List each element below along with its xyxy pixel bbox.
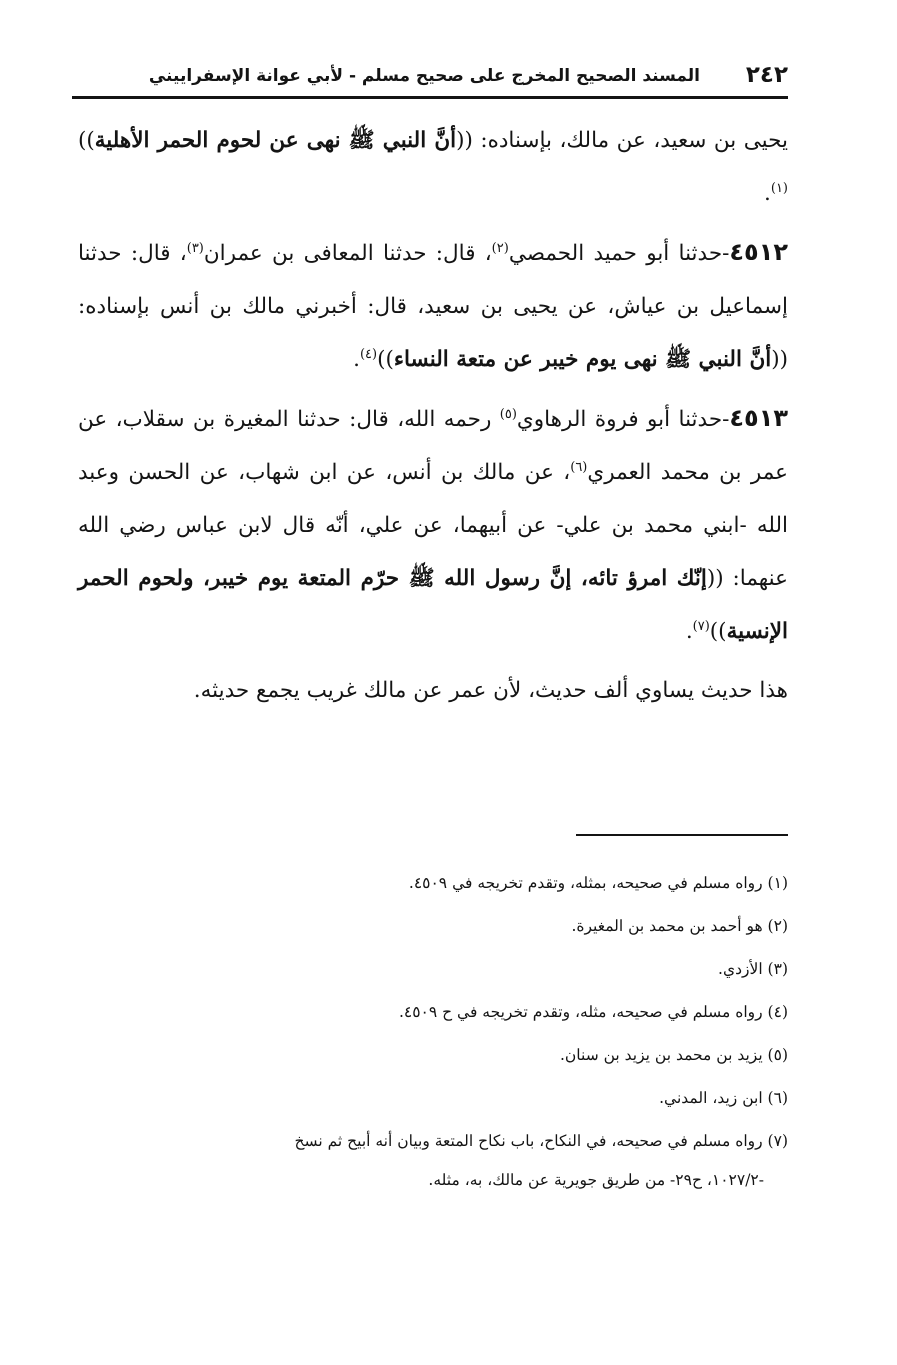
footnote-ref: (٢) — [491, 240, 509, 256]
footnote-1: (١) رواه مسلم في صحيحه، بمثله، وتقدم تخريجه في ٤٥٠٩. — [408, 874, 788, 892]
hadith-4513: ٤٥١٣-حدثنا أبو فروة الرهاوي$^{(٥)}$ رحمه الله، قال: حدثنا المغيرة بن سقلاب، عن عمر بن محمد العمري$^{(٦)}$، عن مالك بن أنس، عن ابن شهاب، عن الحسن وعبد الله -ابني محمد بن علي- عن أبيهما، عن علي، أنّه قال لابن عباس رضي الله عنهما: ((إنّك امرؤ تائه، إنَّ رسول الله ﷺ حرّم المتعة يوم خيبر، ولحوم الحمر الإنسية))$^{(٧)}$. — [78, 404, 788, 644]
hadith-text: أنَّ النبي ﷺ نهى يوم خيبر عن متعة النساء — [393, 347, 772, 372]
footnote-7-line-1: (٧) رواه مسلم في صحيحه، في النكاح، باب نكاح المتعة وبيان أنه أبيح ثم نسخ — [294, 1132, 788, 1150]
footnote-ref: (١) — [770, 180, 788, 196]
footnote-6: (٦) ابن زيد، المدني. — [659, 1089, 788, 1107]
hadith-text: أنَّ النبي ﷺ نهى عن لحوم الحمر الأهلية — [94, 128, 457, 153]
footnote-7 — [78, 1120, 788, 1197]
footnote-ref: (٦) — [570, 459, 588, 475]
main-text — [78, 114, 788, 723]
running-title: المسند الصحيح المخرج على صحيح مسلم - لأبي عوانة الإسفراييني — [148, 66, 700, 86]
hadith-number: ٤٥١٢ — [729, 238, 788, 266]
footnote-3: (٣) الأزدي. — [718, 960, 788, 978]
footnote-7-line-2: -١٠٢٧/٢، ح٢٩- من طريق جويرية عن مالك، به، مثله. — [428, 1171, 764, 1189]
running-header — [72, 62, 788, 96]
footnote-4: (٤) رواه مسلم في صحيحه، مثله، وتقدم تخريجه في ح ٤٥٠٩. — [398, 1003, 788, 1021]
footnote-ref: (٧) — [692, 618, 710, 634]
footnote-ref: (٥) — [499, 406, 517, 422]
hadith-4512: ٤٥١٢-حدثنا أبو حميد الحمصي$^{(٢)}$، قال: حدثنا المعافى بن عمران$^{(٣)}$، قال: حدثنا إسماعيل بن عياش، عن يحيى بن سعيد، قال: أخبرني مالك بن أنس بإسناده: ((أنَّ النبي ﷺ نهى يوم خيبر عن متعة النساء))$^{(٤)}$. — [78, 238, 788, 372]
paragraph-continuation: يحيى بن سعيد، عن مالك، بإسناده: ((أنَّ النبي ﷺ نهى عن لحوم الحمر الأهلية))$^{(١)}$. — [78, 128, 788, 206]
hadith-text: إنّك امرؤ تائه، إنَّ رسول الله ﷺ حرّم المتعة يوم خيبر، ولحوم الحمر الإنسية — [78, 566, 788, 644]
footnote-ref: (٤) — [359, 346, 378, 362]
footnote-5: (٥) يزيد بن محمد بن يزيد بن سنان. — [560, 1046, 788, 1064]
footnote-2: (٢) هو أحمد بن محمد بن المغيرة. — [571, 917, 788, 935]
footnote-rule — [576, 834, 788, 836]
commentary: هذا حديث يساوي ألف حديث، لأن عمر عن مالك غريب يجمع حديثه. — [193, 678, 788, 703]
page-number: ٢٤٢ — [745, 62, 788, 88]
footnotes — [78, 862, 788, 1197]
header-rule — [72, 96, 788, 99]
footnote-ref: (٣) — [186, 240, 204, 256]
hadith-number: ٤٥١٣ — [729, 404, 788, 432]
